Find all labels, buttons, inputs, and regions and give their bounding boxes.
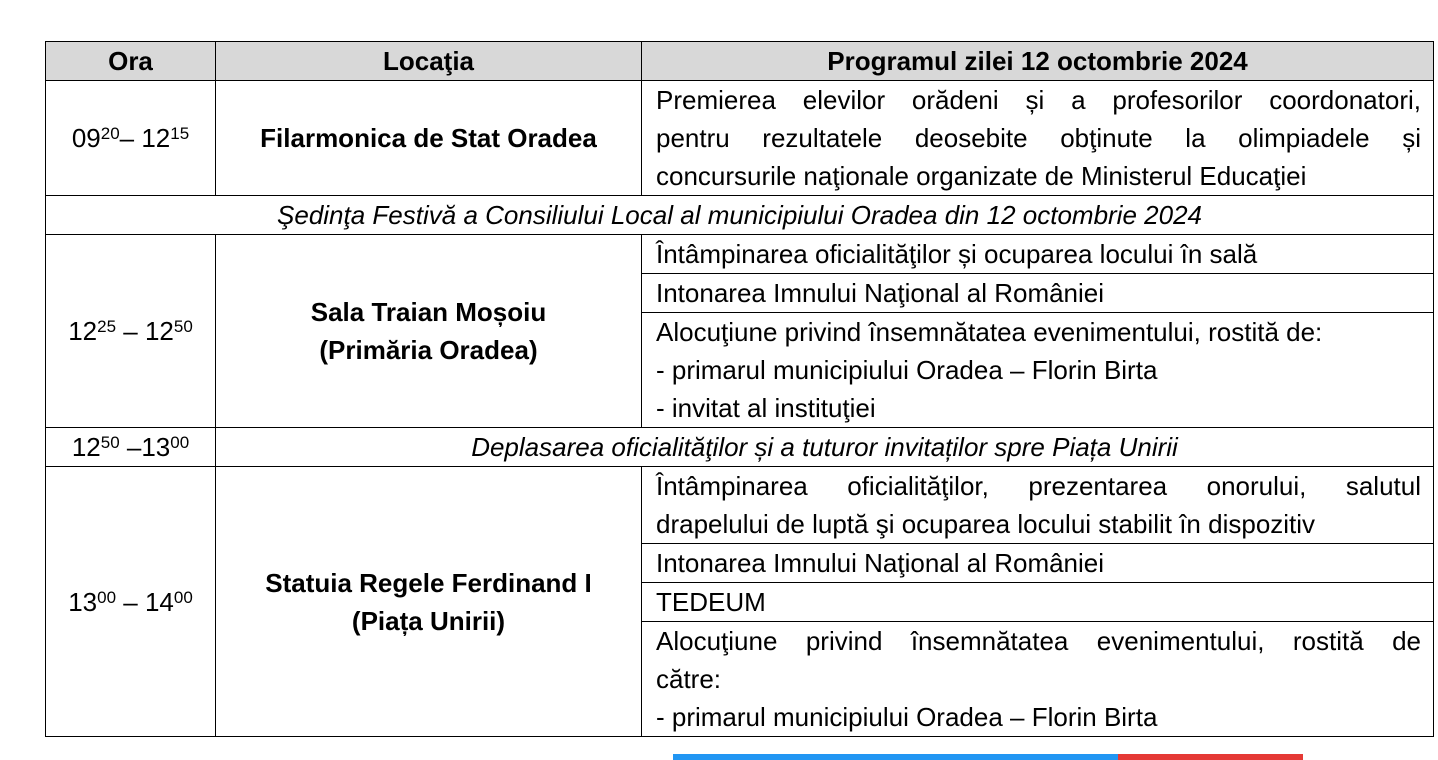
header-location: Locaţia (216, 42, 642, 81)
time-cell: $12^{25} - 12^{50}$ (46, 235, 216, 428)
program-cell: Premierea elevilor orădeni și a profesorilor coordonatori, pentru rezultatele deosebite obţinute la olimpiadele și concursurile naţionale organizate de Ministerul Educaţiei (642, 81, 1434, 196)
program-cell: Întâmpinarea oficialităţilor, prezentarea onorului, salutul drapelului de luptă şi ocuparea locului stabilit în dispozitiv (642, 467, 1434, 544)
table-row (46, 235, 1434, 274)
header-program: Programul zilei 12 octombrie 2024 (642, 42, 1434, 81)
table-row (46, 467, 1434, 544)
time-cell: $09^{20}-$ $12^{15}$ (46, 81, 216, 196)
transfer-banner: Deplasarea oficialităţilor și a tuturor invitaților spre Piața Unirii (216, 428, 1434, 467)
header-row (46, 42, 1434, 81)
table-row (46, 196, 1434, 235)
footer-bar-blue (673, 754, 1118, 760)
program-cell: Alocuţiune privind însemnătatea evenimentului, rostită de: - primarul municipiului Oradea – Florin Birta - invitat al instituţiei (642, 313, 1434, 428)
header-time: Ora (46, 42, 216, 81)
location-cell: Sala Traian Moșoiu (Primăria Oradea) (216, 235, 642, 428)
program-cell: Alocuţiune privind însemnătatea evenimentului, rostită de către: - primarul municipiului Oradea – Florin Birta (642, 622, 1434, 737)
program-cell: Intonarea Imnului Naţional al României (642, 274, 1434, 313)
footer-bar-red (1118, 754, 1303, 760)
program-cell: Intonarea Imnului Naţional al României (642, 544, 1434, 583)
program-cell: TEDEUM (642, 583, 1434, 622)
location-cell: Statuia Regele Ferdinand I (Piața Unirii) (216, 467, 642, 737)
table-row (46, 81, 1434, 196)
time-cell: $13^{00} - 14^{00}$ (46, 467, 216, 737)
table-row (46, 428, 1434, 467)
time-cell: $12^{50}$ $-13^{00}$ (46, 428, 216, 467)
program-cell: Întâmpinarea oficialităţilor și ocuparea locului în sală (642, 235, 1434, 274)
location-cell: Filarmonica de Stat Oradea (216, 81, 642, 196)
program-table (45, 41, 1434, 737)
session-banner: Şedinţa Festivă a Consiliului Local al municipiului Oradea din 12 octombrie 2024 (46, 196, 1434, 235)
